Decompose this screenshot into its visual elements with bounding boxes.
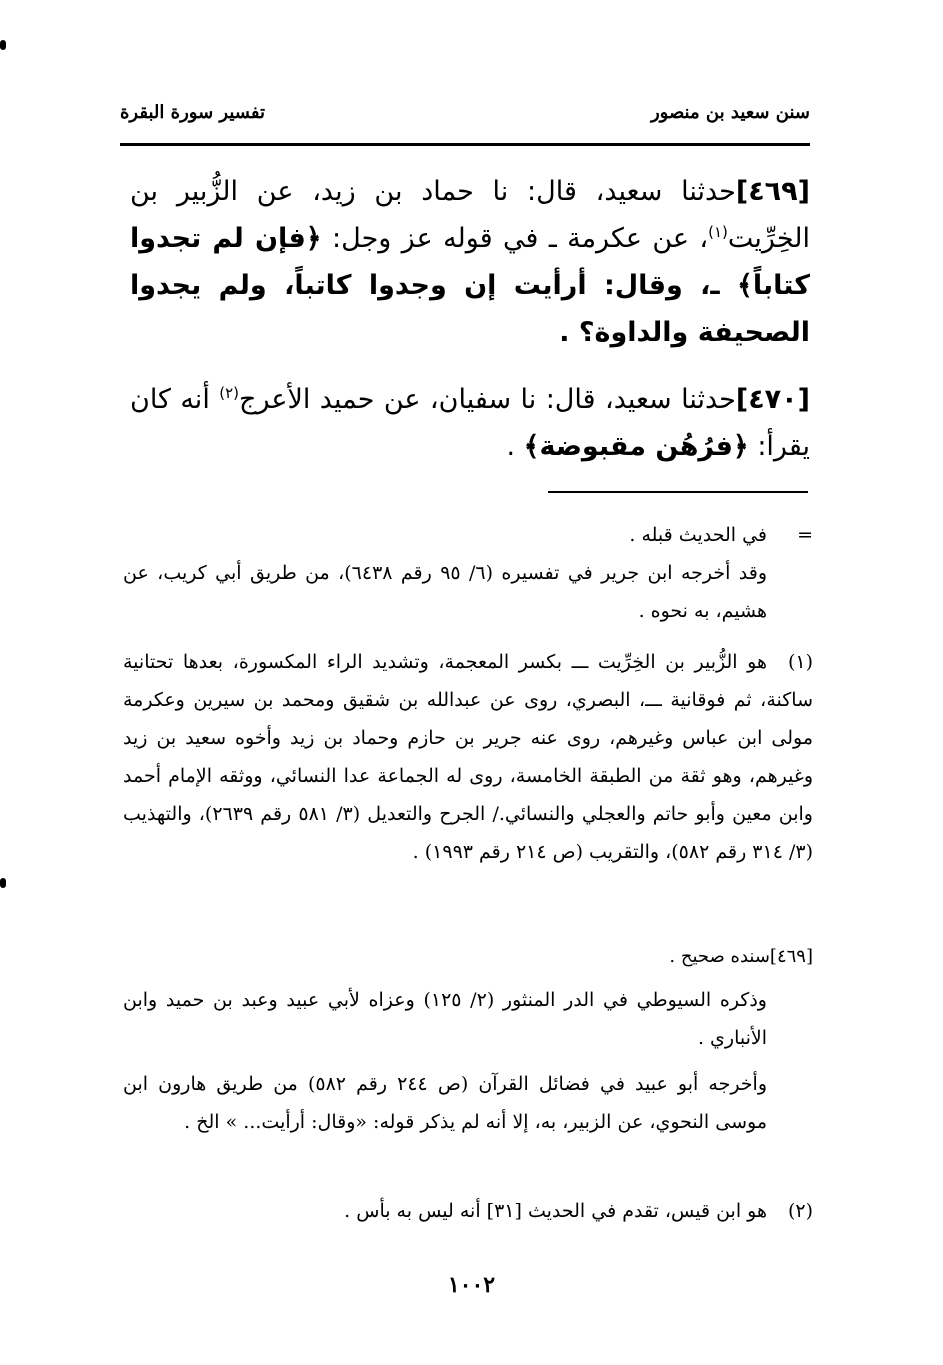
hadith-text: .	[506, 431, 524, 462]
hadith-text: أنه كان يقرأ:	[130, 384, 810, 462]
hadith-470	[130, 376, 810, 470]
header-divider	[120, 143, 810, 146]
footnote-paragraph: وقد أخرجه ابن جرير في تفسيره (٦/ ٩٥ رقم ٦٤٣٨)، من طريق أبي كريب، عن هشيم، به نحوه .	[123, 562, 767, 622]
footnote-paragraph: وأخرجه أبو عبيد في فضائل القرآن (ص ٢٤٤ رقم ٥٨٢) من طريق هارون ابن موسى النحوي، عن الزبير، به، إلا أنه لم يذكر قوله: «وقال: أرأيت... » الخ .	[123, 1073, 768, 1133]
footnote-continuation	[123, 516, 813, 554]
footnote-ref: (١)	[708, 223, 728, 241]
footnote-divider	[548, 491, 808, 493]
continuation-mark: =	[797, 524, 813, 546]
hadith-number: [٤٧٠]	[735, 384, 810, 415]
scan-mark	[0, 878, 6, 888]
running-header	[120, 96, 810, 130]
footnote-text: سنده صحيح .	[669, 946, 770, 967]
hadith-text-bold: ﴿فرُهُن مقبوضة﴾	[523, 431, 749, 462]
hadith-text: حدثنا سعيد، قال: نا حماد بن زيد، عن الزُّبير بن الخِرِّيت	[130, 176, 810, 254]
footnote-paragraph: وذكره السيوطي في الدر المنثور (٢/ ١٢٥) وعزاه لأبي عبيد وعبد بن حميد وابن الأنباري .	[123, 989, 767, 1049]
footnote-text: هو ابن قيس، تقدم في الحديث [٣١] أنه ليس به بأس .	[344, 1200, 767, 1222]
footnote-number: (١)	[787, 651, 813, 673]
hadith-text-bold: ﴿فإن لم تجدوا كتاباً﴾ ـ، وقال: أرأيت إن وجدوا كاتباً، ولم يجدوا الصحيفة والداوة؟ .	[130, 223, 810, 348]
book-title: سنن سعيد بن منصور	[650, 102, 810, 123]
hadith-469	[130, 168, 810, 356]
footnote-text: في الحديث قبله .	[629, 524, 767, 546]
hadith-number: [٤٦٩]	[735, 176, 810, 207]
footnote-2	[123, 1192, 813, 1230]
page-number: ١٠٠٢	[447, 1272, 496, 1298]
footnote-1	[123, 643, 813, 871]
footnote-text: هو الزُّبير بن الخِرِّيت ـــ بكسر المعجمة، وتشديد الراء المكسورة، بعدها تحتانية ساكنة، ثم فوقانية ـــ، البصري، روى عن عبدالله بن شقيق ومحمد بن سيرين وعكرمة مولى ابن عباس وغيرهم، روى عنه جرير بن حازم وحماد بن زيد وأخوه سعيد بن زيد وغيرهم، وهو ثقة من الطبقة الخامسة، روى له الجماعة عدا النسائي، ووثقه الإمام أحمد وابن معين وأبو حاتم والعجلي والنسائي./ الجرح والتعديل (٣/ ٥٨١ رقم ٢٦٣٩)، والتهذيب (٣/ ٣١٤ رقم ٥٨٢)، والتقريب (ص ٢١٤ رقم ١٩٩٣) .	[123, 651, 813, 863]
section-title: تفسير سورة البقرة	[120, 102, 265, 123]
footnote-number: (٢)	[787, 1200, 813, 1222]
scan-mark	[0, 40, 6, 50]
footnote-469	[123, 938, 813, 976]
footnote-ref: (٢)	[219, 384, 240, 402]
hadith-text: حدثنا سعيد، قال: نا سفيان، عن حميد الأعرج	[239, 384, 736, 415]
hadith-text: ، عن عكرمة ـ في قوله عز وجل:	[321, 223, 709, 254]
footnote-number: [٤٦٩]	[769, 946, 813, 967]
